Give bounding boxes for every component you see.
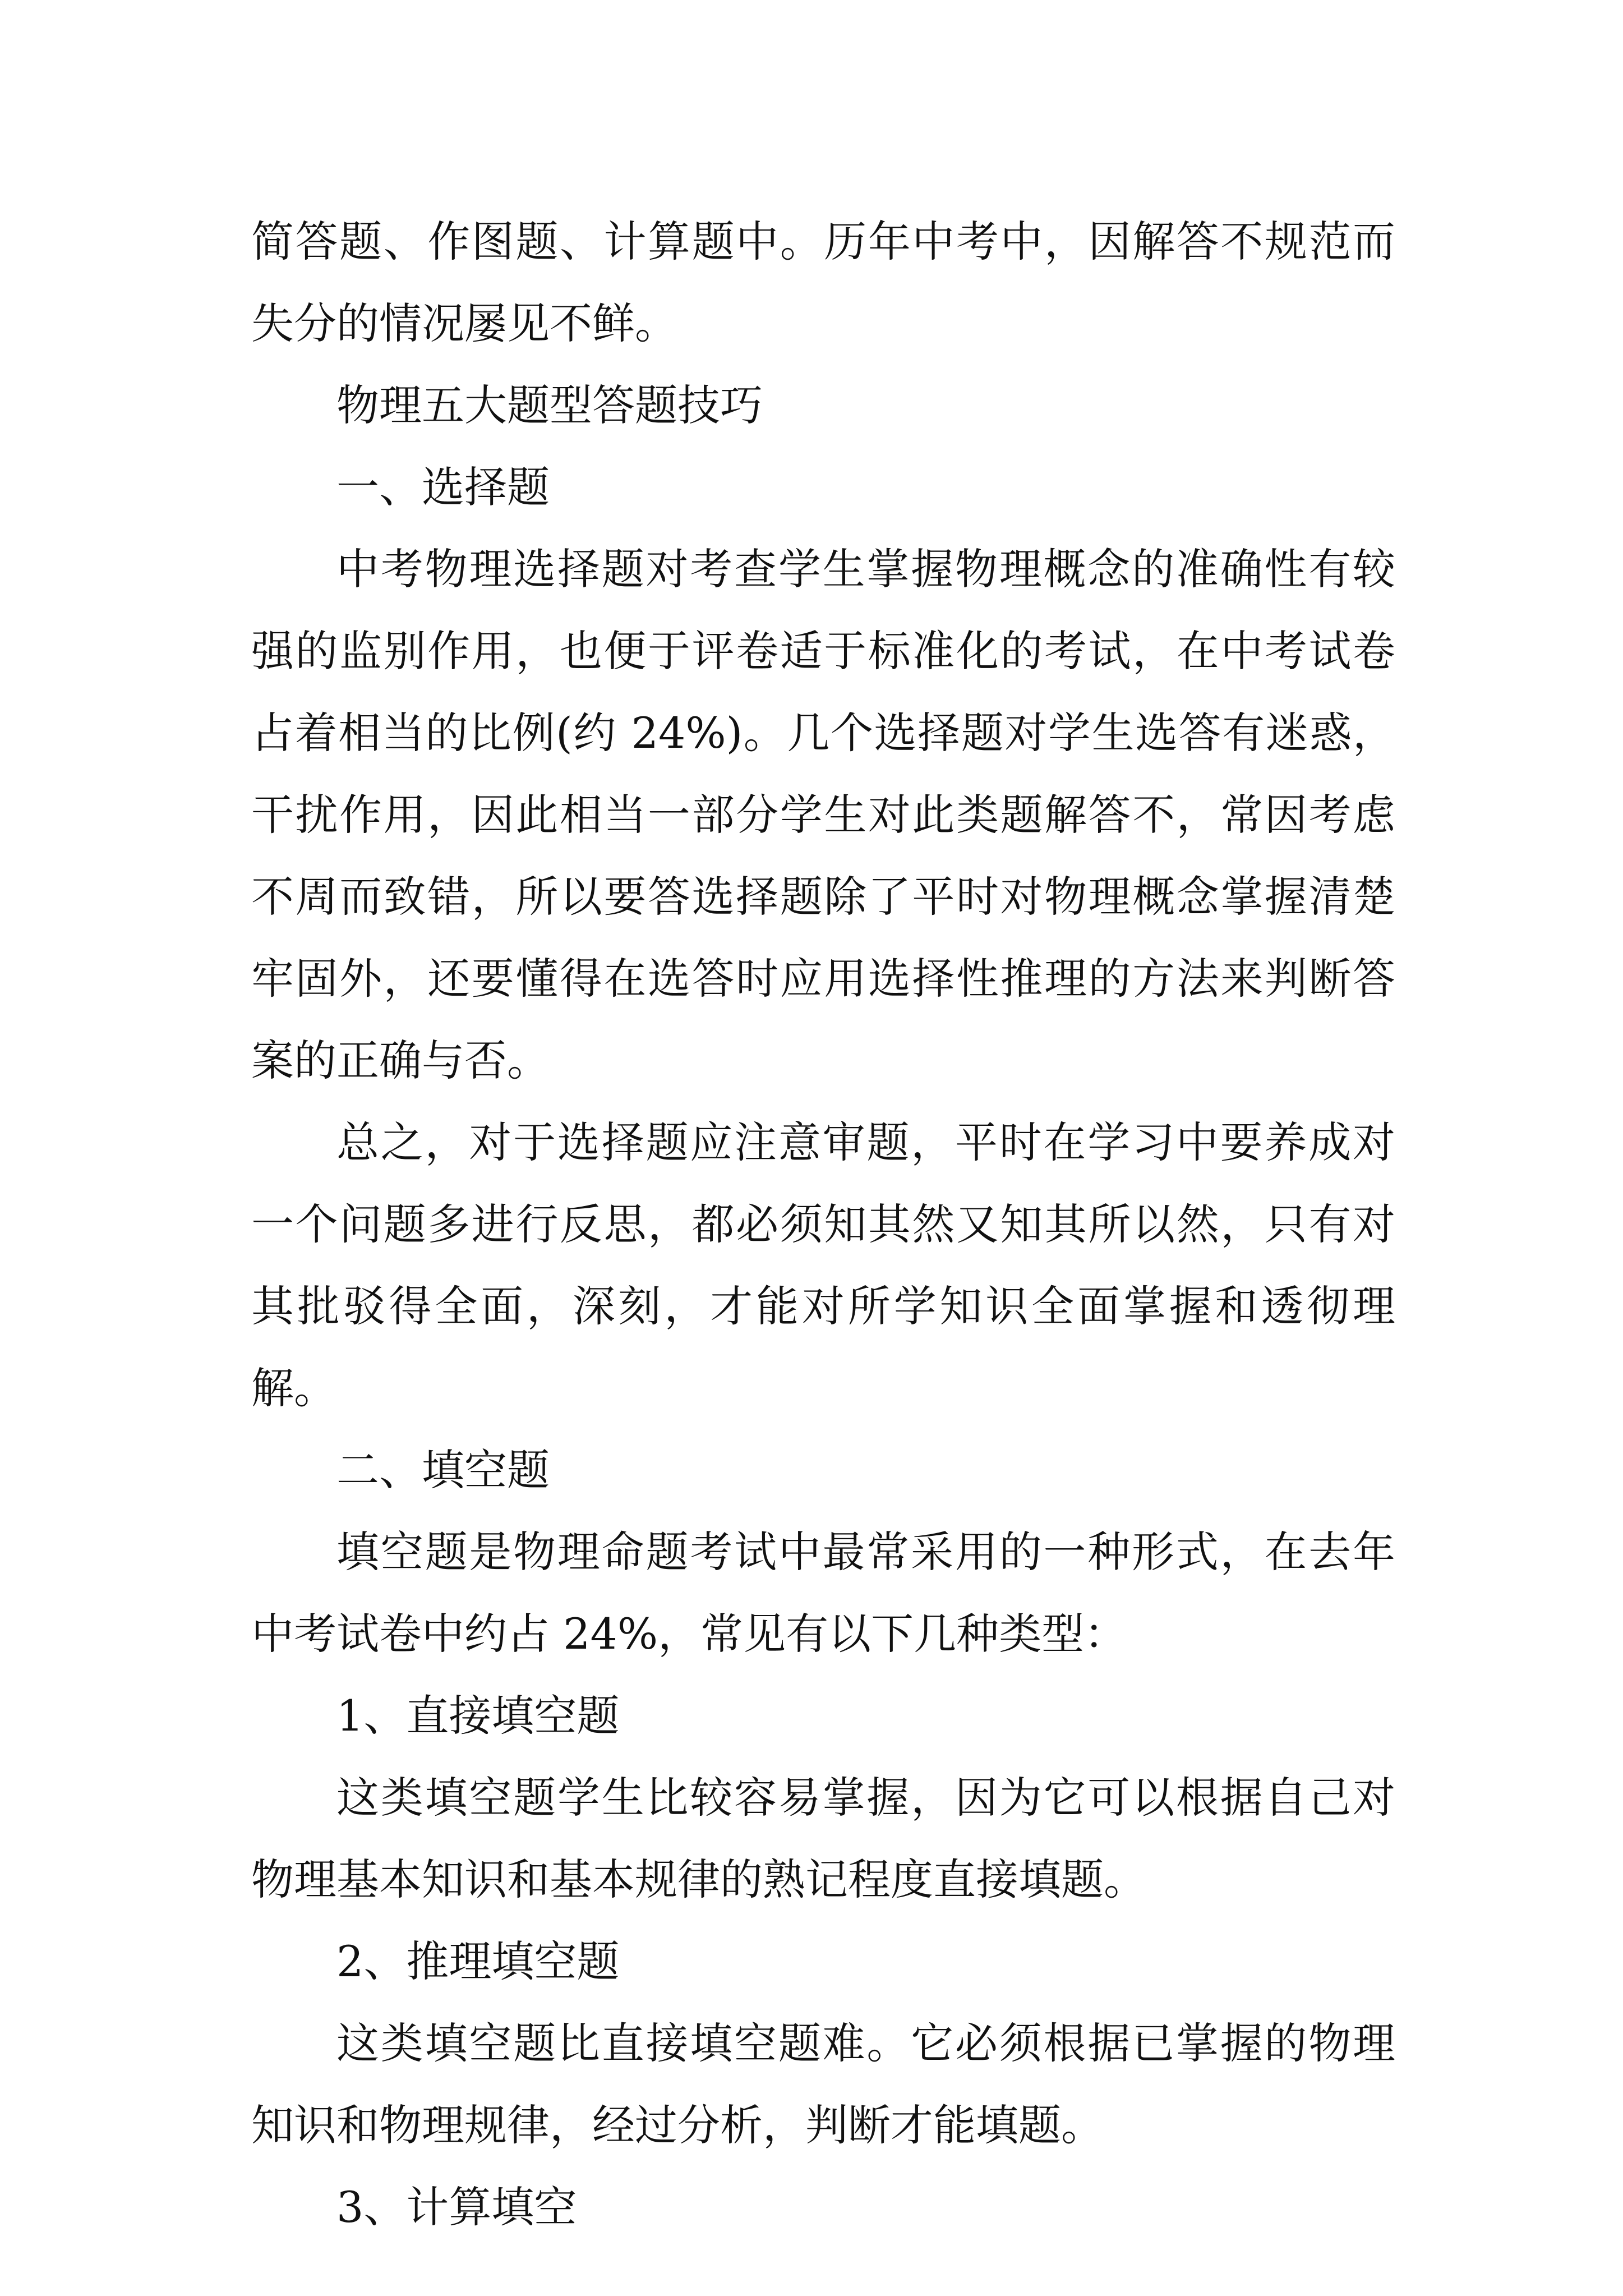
paragraph-fill-in-blank-intro: 填空题是物理命题考试中最常采用的一种形式，在去年中考试卷中约占 24%，常见有以下几种类型： — [251, 1527, 1395, 1659]
section-heading-multiple-choice: 一、选择题 — [336, 462, 550, 512]
paragraph-multiple-choice-description: 中考物理选择题对考查学生掌握物理概念的准确性有较强的监别作用，也便于评卷适于标准化的考试，在中考试卷占着相当的比例(约 24%)。几个选择题对学生选答有迷惑，干扰作用，因此相当一部分学生对此类题解答不，常因考虑不周而致错，所以要答选择题除了平时对物理概念掌握清楚牢固外，还要懂得在选答时应用选择性推理的方法来判断答案的正确与否。 — [251, 544, 1395, 1085]
section-heading-fill-in-blank: 二、填空题 — [336, 1445, 550, 1495]
paragraph-intro-continuation: 简答题、作图题、计算题中。历年中考中，因解答不规范而失分的情况屡见不鲜。 — [251, 217, 1395, 348]
paragraph-reasoning-fill: 这类填空题比直接填空题难。它必须根据已掌握的物理知识和物理规律，经过分析，判断才能填题。 — [251, 2018, 1395, 2150]
subheading-reasoning-fill: 2、推理填空题 — [336, 1936, 620, 1986]
document-body — [251, 201, 1395, 2248]
section-heading-five-question-types: 物理五大题型答题技巧 — [336, 380, 763, 430]
paragraph-multiple-choice-summary: 总之，对于选择题应注意审题，平时在学习中要养成对一个问题多进行反思，都必须知其然又知其所以然，只有对其批驳得全面，深刻，才能对所学知识全面掌握和透彻理解。 — [251, 1117, 1395, 1413]
subheading-calculation-fill: 3、计算填空 — [336, 2182, 577, 2232]
paragraph-direct-fill: 这类填空题学生比较容易掌握，因为它可以根据自己对物理基本知识和基本规律的熟记程度直接填题。 — [251, 1773, 1395, 1904]
subheading-direct-fill: 1、直接填空题 — [336, 1691, 620, 1741]
